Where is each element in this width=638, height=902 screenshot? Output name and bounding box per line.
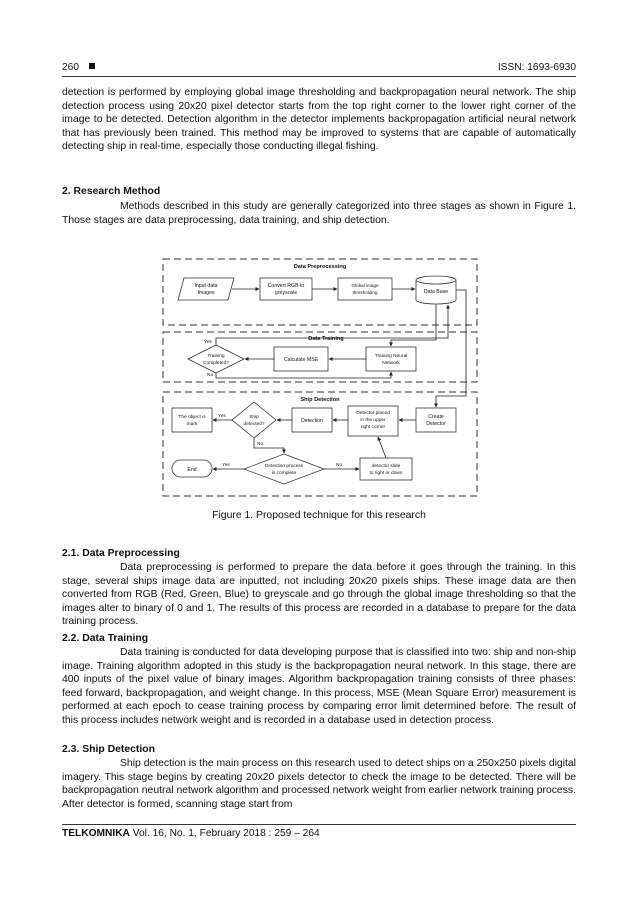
training-no-label: No — [207, 373, 214, 378]
section-2-3-heading: 2.3. Ship Detection — [62, 744, 155, 755]
training-completed-node — [188, 345, 244, 373]
square-bullet-icon — [89, 63, 95, 69]
page-number-header: 260 — [62, 62, 95, 73]
complete-yes-label: Yes — [222, 463, 230, 468]
section-2-2-heading: 2.2. Data Training — [62, 633, 149, 644]
create-detector-node — [416, 408, 456, 432]
placed-line3: right corner — [360, 425, 386, 430]
group-detection-label: Ship Detection — [300, 397, 340, 403]
object-mark-node — [172, 408, 212, 432]
running-footer — [62, 828, 320, 839]
input-line1: Input data — [194, 283, 218, 289]
create-line2: Detector — [426, 421, 446, 427]
flow-arrows — [213, 289, 466, 469]
global-line1: Global image — [351, 283, 379, 288]
figure-caption: Figure 1. Proposed technique for this research — [212, 510, 426, 521]
global-threshold-node — [338, 278, 392, 300]
calc-mse-label: Calculate MSE — [283, 357, 319, 363]
training-nn-line1: Training Neural — [374, 354, 408, 359]
detection-label: Detection — [301, 418, 323, 424]
issn-header: ISSN: 1693-6930 — [497, 62, 576, 73]
ship-no-label: No — [257, 442, 264, 447]
section-2-1-heading: 2.1. Data Preprocessing — [62, 548, 180, 559]
input-line2: Images — [197, 290, 215, 296]
input-data-node — [178, 278, 234, 300]
section-2-heading: 2. Research Method — [62, 186, 161, 197]
mark-line2: mark — [186, 422, 198, 427]
training-yes-label: Yes — [204, 340, 212, 345]
convert-line1: Convert RGB to — [267, 283, 305, 289]
ship-detected-node — [232, 402, 276, 438]
section-2-2-paragraph: Data training is conducted for data developing purpose that is classified into two: ship and non-ship image. Training algorithm adopted in this study is the backpropagation neural network. In this stage, there are 400 inputs of the pixel value of binary images. Algorithm backpropagation training consists of three phases: feed forward, backpropagation, and weight change. In this process, MSE (Mean Square Error) measurement is performed at each epoch to cease training process by comparing error limit determined before. The result of this process includes network weight and is recorded in a database used in detection process. — [62, 647, 576, 726]
database-label: Data Base — [423, 289, 449, 295]
create-line1: Create — [428, 414, 444, 420]
detector-slide-node — [360, 458, 412, 480]
intro-paragraph: detection is performed by employing global image thresholding and backpropagation neural network. The ship detection process using 20x20 pixel detector starts from the top right corner to the lower right corner of the image to be detected. Detection algorithm in the detector implements backpropagation artificial neural network that has previously been trained. This method may be improved to systems that are capable of automatically detecting ship in real-time, especially those conducting illegal fishing. — [62, 87, 576, 153]
training-nn-line2: Network — [382, 361, 400, 366]
section-2-1-paragraph: Data preprocessing is performed to prepare the data before it goes through the training. In this stage, several ships image data are inputted, not including 20x20 pixels ships. These image data are then converted from RGB (Red, Green, Blue) to greyscale and go through the global image thresholding so that the images alter to binary of 0 and 1. The results of this process are recorded in a database to prepare for the data training process. — [62, 562, 576, 628]
training-nn-node — [366, 347, 416, 371]
footer-rule — [62, 824, 576, 825]
slide-line2: to right or down — [369, 471, 403, 476]
ship-yes-label: Yes — [218, 414, 226, 419]
convert-line2: greyscale — [274, 290, 298, 296]
training-q-line2: Completed? — [203, 361, 229, 366]
section-2-3-paragraph: Ship detection is the main process on this research used to detect ships on a 250x250 pixels digital imagery. This stage begins by creating 20x20 pixels detector to check the image to be detected. There will be backpropagation neutral network algorithm and processed network weight from earlier network training process. After detector is formed, scanning stage start from — [62, 758, 576, 810]
section-2-paragraph: Methods described in this study are generally categorized into three stages as shown in Figure 1. Those stages are data preprocessing, data training, and ship detection. — [62, 201, 576, 226]
training-q-line1: Training — [207, 354, 225, 359]
group-preprocessing-label: Data Preprocessing — [293, 264, 347, 270]
ship-q-line1: Ship — [249, 415, 259, 420]
footer-details: Vol. 16, No. 1, February 2018 : 259 – 264 — [132, 828, 320, 839]
placed-line2: in the upper — [360, 418, 386, 423]
footer-journal: TELKOMNIKA — [62, 828, 130, 839]
ship-q-line2: detected? — [243, 422, 265, 427]
group-training-label: Data Training — [308, 336, 344, 342]
detection-complete-node — [244, 454, 324, 484]
placed-line1: Detector placed — [356, 411, 390, 416]
complete-no-label: No — [336, 463, 343, 468]
slide-line1: detector slide — [371, 464, 401, 469]
global-line2: thresholding — [352, 290, 378, 295]
figure-1-flowchart — [160, 256, 480, 500]
complete-line1: Detection process — [264, 464, 304, 469]
end-label: End — [187, 467, 197, 473]
convert-rgb-node — [260, 278, 312, 300]
complete-line2: is complete — [271, 471, 297, 476]
mark-line1: The object is — [178, 415, 206, 420]
header-rule — [62, 76, 576, 77]
